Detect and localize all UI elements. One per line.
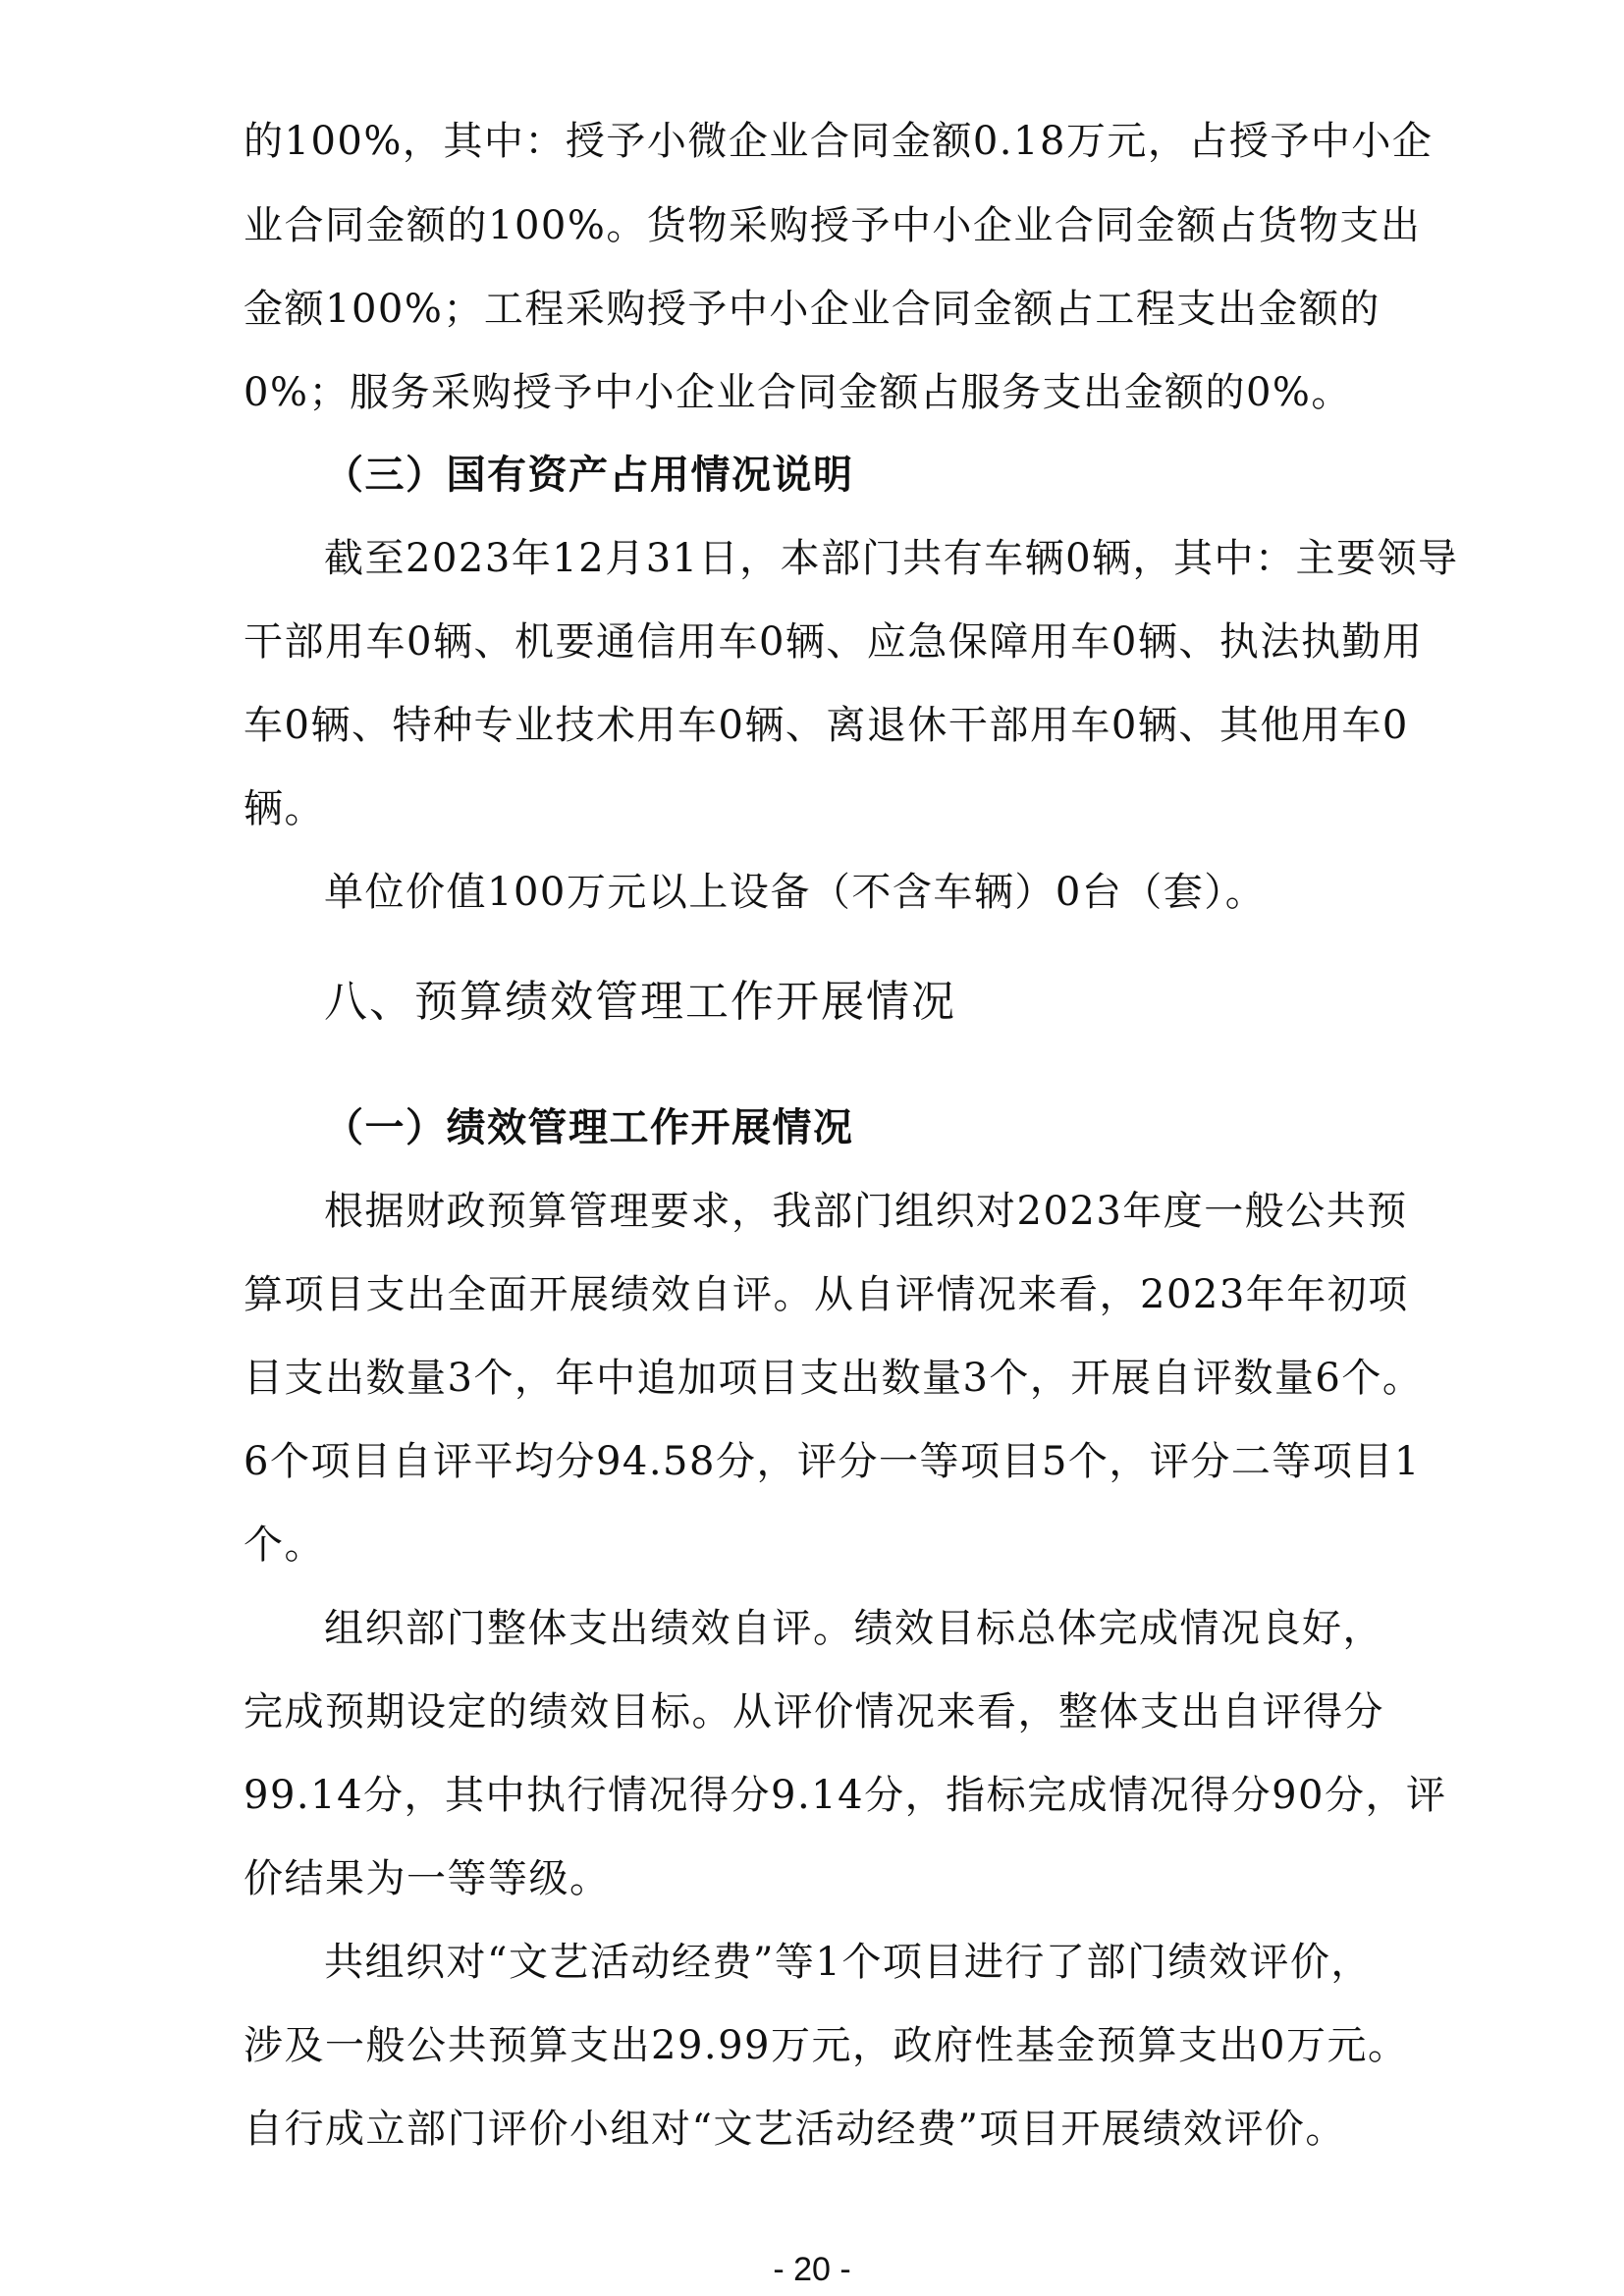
paragraph-line: 个。 bbox=[244, 1522, 325, 1568]
paragraph-line: 车0辆、特种专业技术用车0辆、离退休干部用车0辆、其他用车0 bbox=[244, 703, 1409, 748]
page-number: - 20 - bbox=[773, 2251, 851, 2288]
section-heading: 八、预算绩效管理工作开展情况 bbox=[324, 977, 956, 1027]
subheading-state-assets: （三）国有资产占用情况说明 bbox=[324, 452, 854, 498]
paragraph-line: 组织部门整体支出绩效自评。绩效目标总体完成情况良好， bbox=[324, 1606, 1383, 1651]
paragraph-line: 业合同金额的100%。货物采购授予中小企业合同金额占货物支出 bbox=[244, 203, 1422, 248]
paragraph-line: 完成预期设定的绩效目标。从评价情况来看，整体支出自评得分 bbox=[244, 1689, 1384, 1735]
paragraph-line: 辆。 bbox=[244, 786, 325, 831]
paragraph-line: 根据财政预算管理要求，我部门组织对2023年度一般公共预 bbox=[324, 1189, 1408, 1234]
paragraph-line: 价结果为一等等级。 bbox=[244, 1856, 611, 1901]
subheading-performance: （一）绩效管理工作开展情况 bbox=[324, 1104, 854, 1150]
paragraph-line: 涉及一般公共预算支出29.99万元，政府性基金预算支出0万元。 bbox=[244, 2023, 1409, 2068]
paragraph-line: 6个项目自评平均分94.58分，评分一等项目5个，评分二等项目1 bbox=[244, 1439, 1421, 1484]
paragraph-line: 截至2023年12月31日，本部门共有车辆0辆，其中：主要领导 bbox=[324, 536, 1459, 581]
paragraph-line: 0%；服务采购授予中小企业合同金额占服务支出金额的0%。 bbox=[244, 370, 1352, 415]
paragraph-line: 自行成立部门评价小组对“文艺活动经费”项目开展绩效评价。 bbox=[244, 2107, 1346, 2152]
paragraph-line: 共组织对“文艺活动经费”等1个项目进行了部门绩效评价， bbox=[324, 1940, 1372, 1985]
paragraph-line: 算项目支出全面开展绩效自评。从自评情况来看，2023年年初项 bbox=[244, 1272, 1409, 1317]
paragraph-line: 目支出数量3个，年中追加项目支出数量3个，开展自评数量6个。 bbox=[244, 1356, 1424, 1401]
paragraph-line: 单位价值100万元以上设备（不含车辆）0台（套）。 bbox=[324, 870, 1267, 915]
paragraph-line: 金额100%；工程采购授予中小企业合同金额占工程支出金额的 bbox=[244, 287, 1380, 332]
paragraph-line: 99.14分，其中执行情况得分9.14分，指标完成情况得分90分，评 bbox=[244, 1773, 1447, 1818]
paragraph-line: 的100%，其中：授予小微企业合同金额0.18万元，占授予中小企 bbox=[244, 119, 1434, 164]
paragraph-line: 干部用车0辆、机要通信用车0辆、应急保障用车0辆、执法执勤用 bbox=[244, 619, 1424, 665]
